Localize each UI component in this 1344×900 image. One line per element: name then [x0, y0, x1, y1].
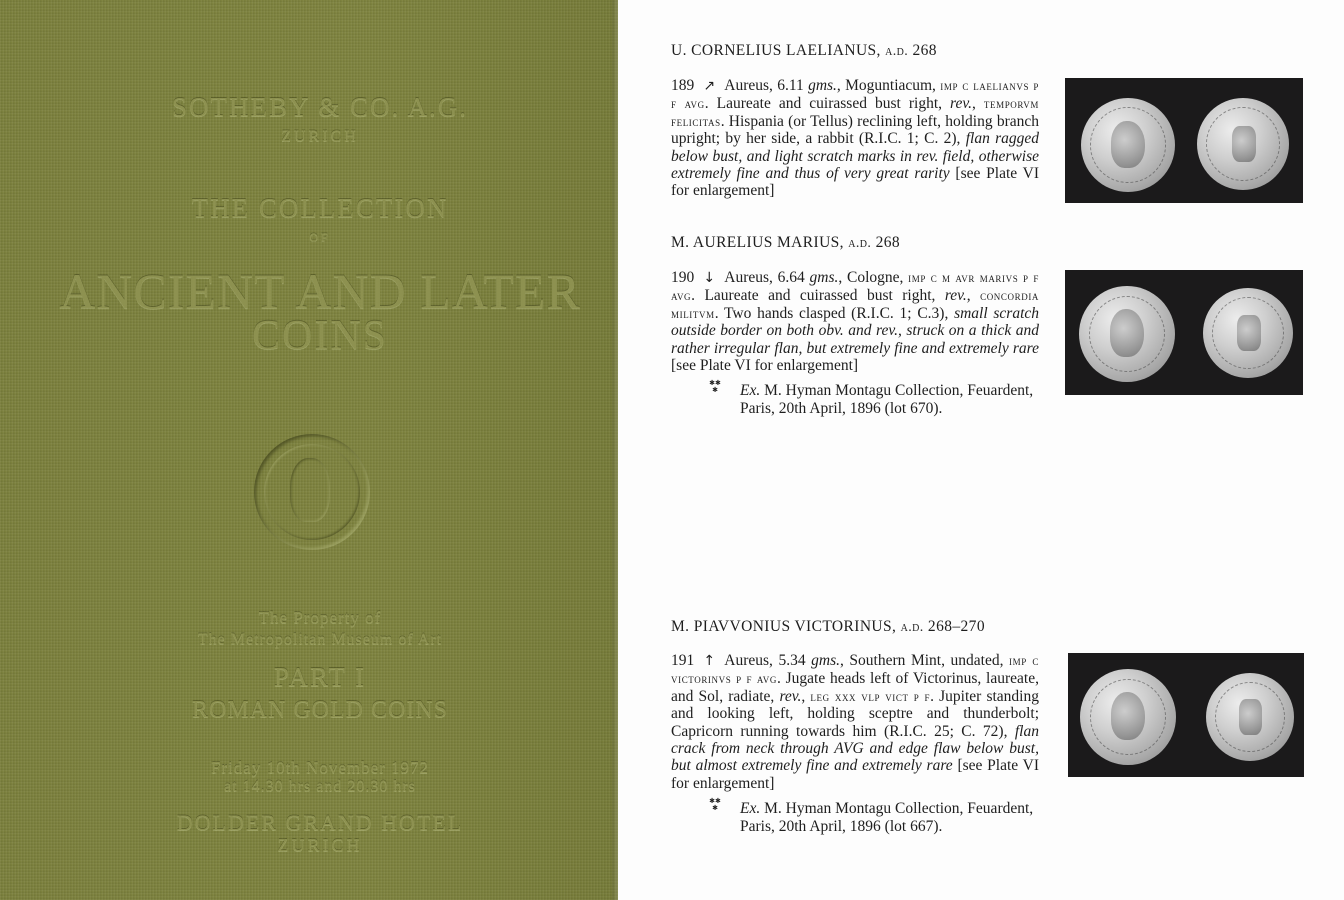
desc-text: . Jupiter standing and looking left, holding sceptre and thunderbolt; Capricorn running towards him (R.I.C. 25; C. 72), [671, 687, 1039, 740]
desc-text: , [801, 687, 806, 705]
desc-text: . Laureate and cuirassed bust right, [691, 287, 936, 305]
coin-obverse [1080, 669, 1176, 765]
lot-description-191 [671, 652, 1039, 792]
plate-reference: [see Plate VI for enlargement] [671, 357, 859, 375]
cover-date-line1: Friday 10th November 1972 [210, 758, 430, 777]
era-label: a.d. [900, 620, 924, 635]
ex-label: Ex. [740, 382, 761, 399]
cover-city: ZURICH [281, 128, 359, 145]
provenance-text: M. Hyman Montagu Collection, Feuardent, Paris, 20th April, 1896 (lot 670). [740, 382, 1034, 417]
coin-reverse [1197, 98, 1289, 190]
entry-heading-189 [671, 42, 937, 60]
die-axis-arrow-icon: ↗ [703, 78, 716, 94]
desc-text: Aureus, 6.11 [724, 77, 804, 94]
cover-subtitle: ROMAN GOLD COINS [191, 697, 448, 723]
cover-title-of: OF [309, 230, 331, 244]
coin-reverse [1206, 673, 1294, 761]
entry-heading-191 [671, 618, 985, 636]
desc-text: , Southern Mint, undated, [840, 652, 1004, 669]
desc-text: , Moguntiacum, [836, 77, 936, 94]
cover-property-line2: The Metropolitan Museum of Art [197, 631, 443, 648]
desc-text: Aureus, 5.34 [724, 652, 806, 669]
reign-years: 268 [912, 42, 937, 59]
catalogue-cover [0, 0, 618, 900]
ruler-name: M. AURELIUS MARIUS, [671, 234, 844, 251]
lot-number: 190 [671, 269, 695, 286]
desc-text: . Two hands clasped (R.I.C. 1; C.3), [714, 304, 949, 322]
desc-text: , [966, 287, 971, 305]
reign-years: 268 [875, 234, 901, 251]
provenance-191 [708, 797, 1040, 836]
coin-obverse [1079, 286, 1175, 382]
cover-title-line3: COINS [251, 313, 389, 359]
asterism-icon: ✱✱ ✱ [709, 797, 721, 812]
desc-text: , Cologne, [838, 269, 904, 286]
provenance-text: M. Hyman Montagu Collection, Feuardent, Paris, 20th April, 1896 (lot 667). [740, 800, 1034, 835]
obverse-legend: imp c m avr marivs p f avg [671, 270, 1039, 304]
lot-description-189 [671, 77, 1039, 200]
lot-number: 191 [671, 652, 695, 669]
cover-part: PART I [273, 662, 367, 692]
desc-text: . Jugate heads left of Victorinus, laureate, and Sol, radiate, [671, 670, 1039, 705]
die-axis-arrow-icon: ↑ [703, 653, 716, 669]
desc-text: , [972, 95, 976, 113]
obverse-legend: imp c victorinvs p f avg [671, 653, 1039, 687]
ex-label: Ex. [740, 800, 761, 817]
rev-label: rev. [950, 95, 972, 113]
cover-venue-city: ZURICH [277, 835, 363, 855]
rev-label: rev. [944, 287, 967, 305]
condition-note: small scratch outside border on both obv. and rev., struck on a thick and rather irregular flan, but extremely fine and extremely rare [671, 304, 1040, 357]
cover-property-line1: The Property of [258, 608, 382, 627]
cover-title-line2: ANCIENT AND LATER [59, 263, 581, 319]
condition-note: flan crack from neck through AVG and edge flaw below bust, but almost extremely fine and extremely rare [671, 722, 1039, 775]
entry-heading-190 [671, 234, 900, 252]
cover-venue: DOLDER GRAND HOTEL [176, 810, 464, 835]
coin-photo-189 [1065, 78, 1303, 203]
obverse-legend: imp c laelianvs p f avg [671, 78, 1039, 112]
coin-reverse [1203, 288, 1293, 378]
cover-title-line1: THE COLLECTION [191, 193, 449, 223]
desc-text: . Laureate and cuirassed bust right, [704, 95, 943, 113]
era-label: a.d. [885, 44, 909, 59]
unit-gms: gms. [811, 652, 840, 669]
condition-note: flan ragged below bust, and light scratch marks in rev. field, otherwise extremely fine and thus of very great rarity [671, 130, 1040, 183]
reign-years: 268–270 [927, 618, 985, 635]
provenance-190 [708, 379, 1040, 418]
unit-gms: gms. [808, 77, 837, 94]
ruler-name: U. CORNELIUS LAELIANUS, [671, 42, 881, 59]
medallion-figure [290, 458, 330, 522]
plate-reference: [see Plate VI for enlargement] [671, 165, 1040, 200]
reverse-legend: temporvm felicitas [671, 96, 1039, 129]
coin-obverse [1081, 98, 1175, 192]
coin-photo-191 [1068, 653, 1304, 777]
rev-label: rev. [779, 687, 802, 705]
cover-medallion-emblem [254, 434, 370, 550]
ruler-name: M. PIAVVONIUS VICTORINUS, [671, 618, 897, 635]
unit-gms: gms. [809, 269, 839, 286]
desc-text: Aureus, 6.64 [724, 269, 805, 286]
cover-publisher: SOTHEBY & CO. A.G. [171, 92, 469, 122]
reverse-legend: concordia militvm [671, 288, 1040, 321]
lot-number: 189 [671, 77, 695, 94]
lot-description-190 [671, 269, 1039, 374]
coin-photo-190 [1065, 270, 1303, 395]
desc-text: . Hispania (or Tellus) reclining left, holding branch upright; by her side, a rabbit (R.I.C. 1; C. 2), [671, 112, 1039, 148]
era-label: a.d. [848, 236, 872, 251]
cover-date-line2: at 14.30 hrs and 20.30 hrs [224, 778, 416, 795]
plate-reference: [see Plate VI for enlargement] [671, 757, 1039, 792]
reverse-legend: leg xxx vlp vict p f [810, 688, 931, 704]
die-axis-arrow-icon: ↓ [703, 270, 716, 286]
asterism-icon: ✱✱ ✱ [709, 379, 721, 394]
